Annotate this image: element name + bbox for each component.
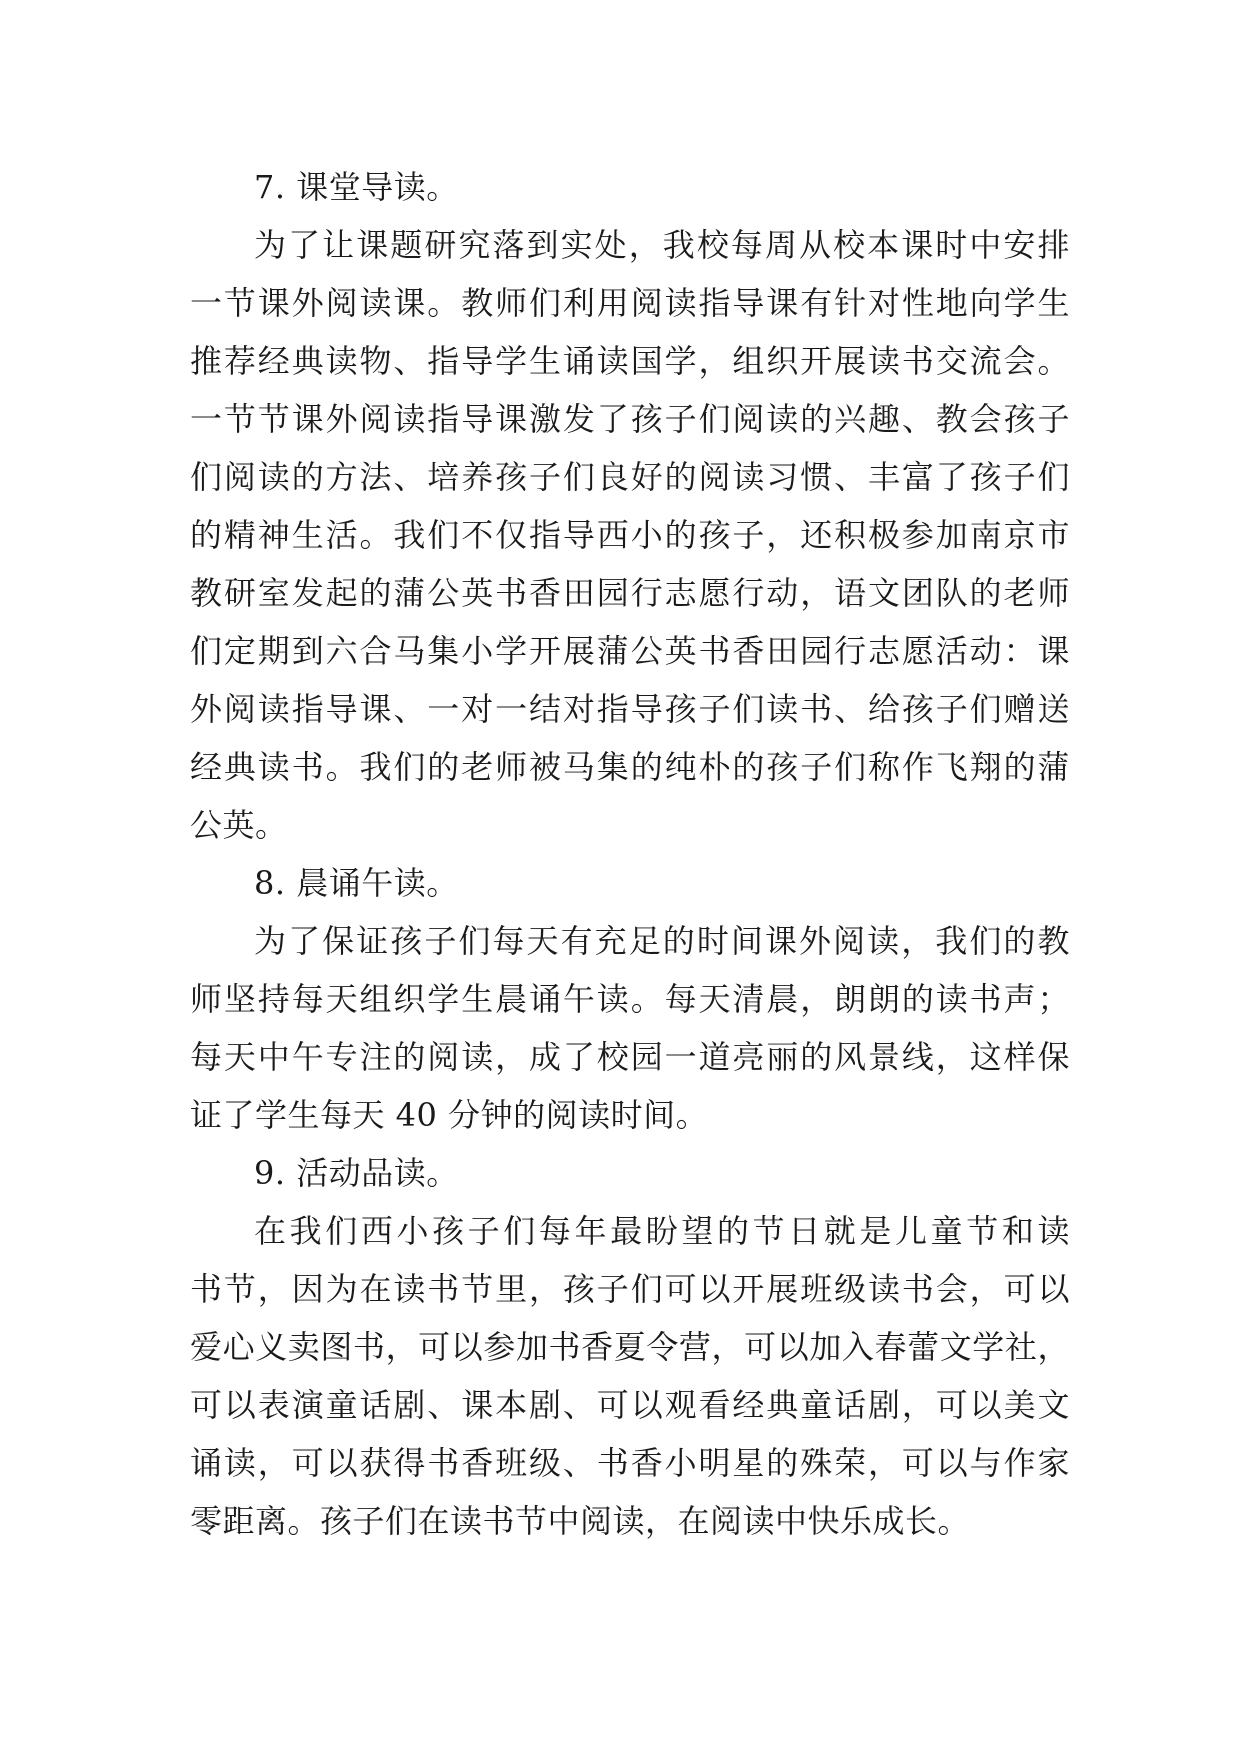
paragraph-line: 在我们西小孩子们每年最盼望的节日就是儿童节和读 bbox=[254, 1212, 1070, 1250]
paragraph-line: 们阅读的方法、培养孩子们良好的阅读习惯、丰富了孩子们 bbox=[190, 458, 1070, 496]
paragraph-line: 师坚持每天组织学生晨诵午读。每天清晨，朗朗的读书声； bbox=[190, 980, 1070, 1018]
paragraph-line: 书节，因为在读书节里，孩子们可以开展班级读书会，可以 bbox=[190, 1270, 1070, 1308]
paragraph-line: 的精神生活。我们不仅指导西小的孩子，还积极参加南京市 bbox=[190, 516, 1070, 554]
paragraph-line: 每天中午专注的阅读，成了校园一道亮丽的风景线，这样保 bbox=[190, 1038, 1070, 1076]
paragraph-line: 诵读，可以获得书香班级、书香小明星的殊荣，可以与作家 bbox=[190, 1444, 1070, 1482]
section-heading: 7. 课堂导读。 bbox=[254, 168, 459, 206]
paragraph-line: 教研室发起的蒲公英书香田园行志愿行动，语文团队的老师 bbox=[190, 574, 1070, 612]
paragraph-line: 们定期到六合马集小学开展蒲公英书香田园行志愿活动：课 bbox=[190, 632, 1070, 670]
section-heading: 8. 晨诵午读。 bbox=[254, 864, 459, 902]
paragraph-line: 公英。 bbox=[190, 806, 288, 844]
paragraph-line: 推荐经典读物、指导学生诵读国学，组织开展读书交流会。 bbox=[190, 342, 1070, 380]
paragraph-line: 可以表演童话剧、课本剧、可以观看经典童话剧，可以美文 bbox=[190, 1386, 1070, 1424]
paragraph-line: 一节课外阅读课。教师们利用阅读指导课有针对性地向学生 bbox=[190, 284, 1070, 322]
paragraph-line: 爱心义卖图书，可以参加书香夏令营，可以加入春蕾文学社， bbox=[190, 1328, 1070, 1366]
paragraph-line: 为了保证孩子们每天有充足的时间课外阅读，我们的教 bbox=[254, 922, 1070, 960]
section-paragraph bbox=[190, 912, 1070, 1144]
paragraph-line: 证了学生每天 40 分钟的阅读时间。 bbox=[190, 1096, 709, 1134]
section-paragraph bbox=[190, 216, 1070, 854]
section-paragraph bbox=[190, 1202, 1070, 1550]
paragraph-line: 零距离。孩子们在读书节中阅读，在阅读中快乐成长。 bbox=[190, 1502, 971, 1540]
document-body bbox=[190, 158, 1070, 1550]
paragraph-line: 一节节课外阅读指导课激发了孩子们阅读的兴趣、教会孩子 bbox=[190, 400, 1070, 438]
paragraph-line: 经典读书。我们的老师被马集的纯朴的孩子们称作飞翔的蒲 bbox=[190, 748, 1070, 786]
paragraph-line: 为了让课题研究落到实处，我校每周从校本课时中安排 bbox=[254, 226, 1070, 264]
paragraph-line: 外阅读指导课、一对一结对指导孩子们读书、给孩子们赠送 bbox=[190, 690, 1070, 728]
section-heading: 9. 活动品读。 bbox=[254, 1154, 459, 1192]
